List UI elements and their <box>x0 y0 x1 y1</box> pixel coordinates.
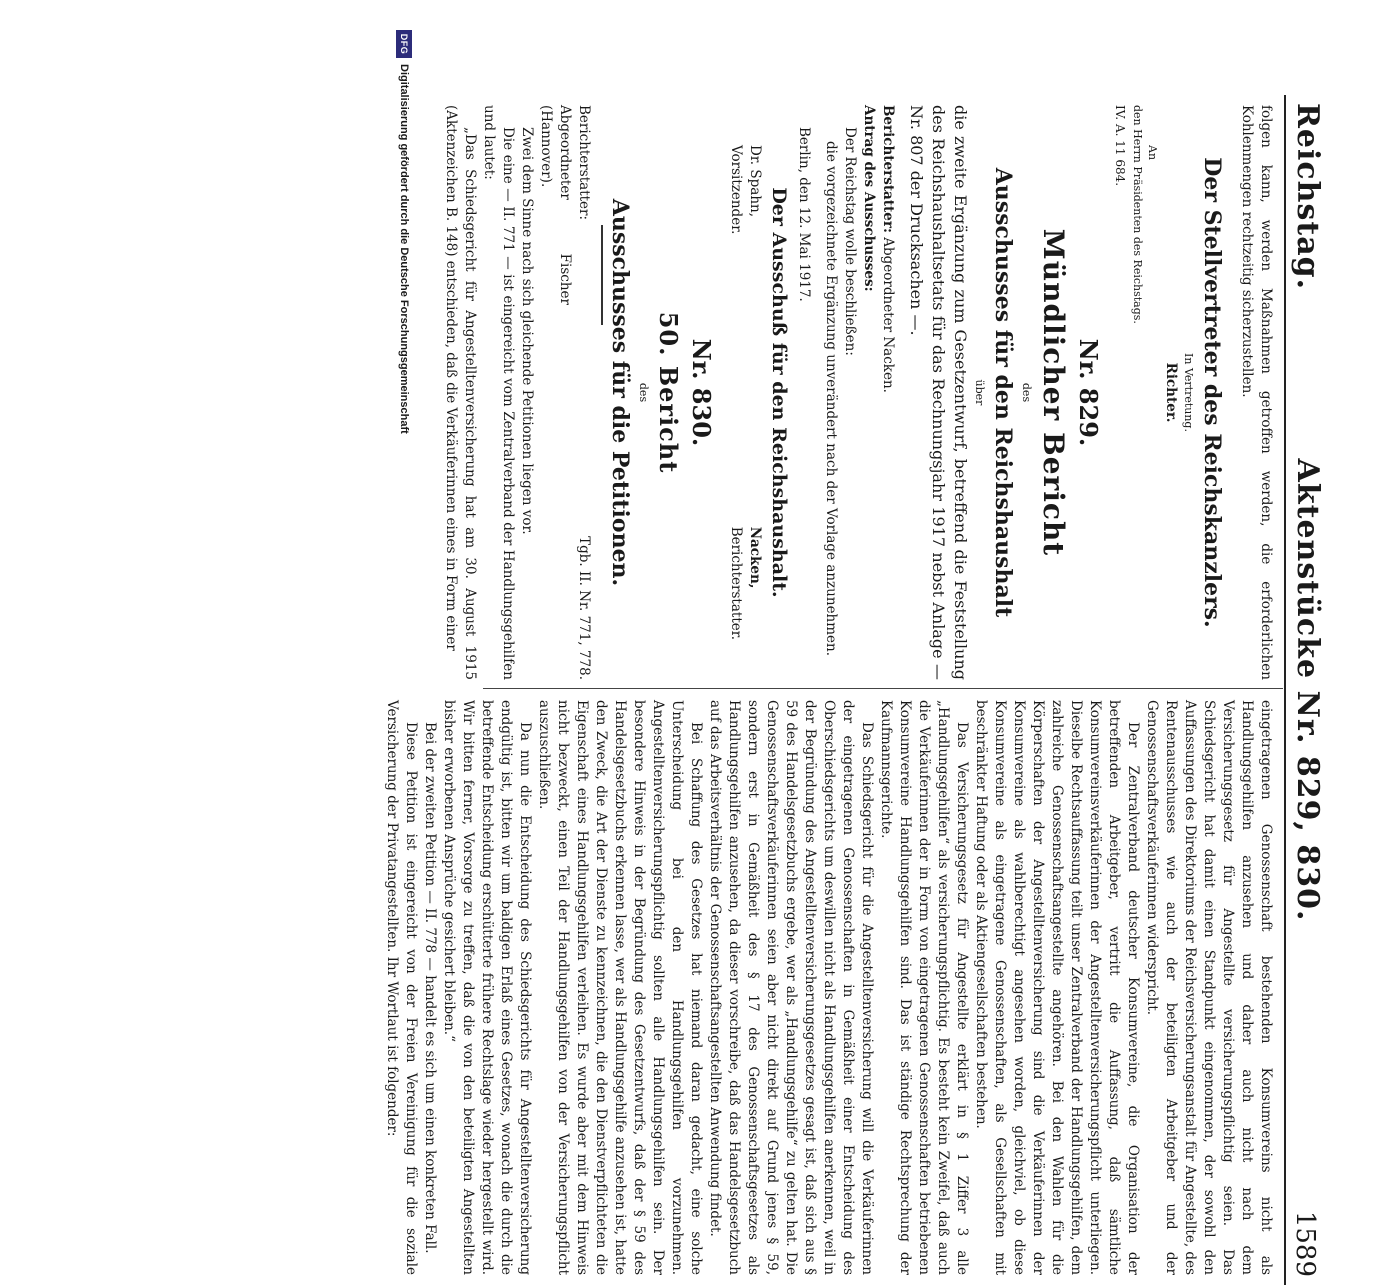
right-column <box>382 700 1275 1275</box>
report-830-p3: „Das Schiedsgericht für Angestelltenversicherung hat am 30. August 1915 (Aktenzeichen B. 148) entschieden, daß die Verkäuferinnen eines in Form einer <box>443 105 478 680</box>
running-head-title: Aktenstücke Nr. 829, 830. <box>1290 458 1325 922</box>
running-head <box>1284 95 1328 1285</box>
report-829-committee-name: Der Ausschuß für den Reichshaushalt. <box>768 187 790 598</box>
right-p1: eingetragenen Genossenschaft bestehenden Konsumvereins nicht als Handlungsgehilfen anzusehen und daher auch nicht nach dem Versicherungsgesetz für Angestellte versicherungspflichtig seien. Das Schiedsgericht hat damit einen Standpunkt eingenommen, der sowohl den Auffassungen des Direktoriums der Reichsversicherungsanstalt für Angestellte, des Rentenausschusses wie auch der beteiligten Arbeitgeber und der Genossenschaftsverkäuferinnen widerspricht. <box>1144 700 1274 1275</box>
heading-rule <box>601 225 603 325</box>
right-p3: Das Versicherungsgesetz für Angestellte erklärt in § 1 Ziffer 3 alle „Handlungsgehilfen“ als versicherungspflichtig. Es besteht kein Zweifel, daß auch die Verkäuferinnen der in Form von eingetragenen Genossenschaften betriebenen Konsumvereine Handlungsgehilfen sind. Das ist ständige Rechtsprechung der Kaufmannsgerichte. <box>878 700 970 1275</box>
right-p8: Diese Petition ist eingereicht von der Freien Vereinigung für die soziale Versicherung der Privatangestellten. Ihr Wortlaut ist folgender: <box>384 700 419 1275</box>
rep-role: Berichterstatter. <box>728 526 744 640</box>
signatory-name: Richter. <box>1163 362 1179 423</box>
footer-text: Digitalisierung gefördert durch die Deutsche Forschungsgemeinschaft <box>398 64 410 434</box>
report-830-meta <box>536 105 593 680</box>
reporter-name: Abgeordneter Nacken. <box>880 237 896 393</box>
report-830-number: Nr. 830. <box>687 338 716 447</box>
chair-role: Vorsitzender. <box>728 145 744 235</box>
report-829-des: des <box>1020 382 1033 403</box>
right-p4: Das Schiedsgericht für die Angestelltenversicherung will die Verkäuferinnen der eingetragenen Genossenschaften in Gemäßheit einer Entscheidung des Oberschiedsgerichts um deswillen nicht als Handlungsgehilfen anerkennen, weil in der Begründung des Angestelltenversicherungsgesetzes gesagt ist, daß sich aus § 59 des Handelsgesetzbuchs ergebe, wer als „Handlungsgehilfe“ zu gelten hat. Die Genossenschaftsverkäuferinnen seien aber nicht direkt auf Grund jenes § 59, sondern erst in Gemäßheit des § 17 des Genossenschaftsgesetzes als Handlungsgehilfen anzusehen, da dieser vorschreibe, daß das Handelsgesetzbuch auf das Arbeitsverhältnis der Genossenschaftsangestellten Anwendung findet. <box>707 700 875 1275</box>
report-830-reporter: Abgeordneter Fischer (Hannover). <box>538 105 573 305</box>
report-830-p2: Die eine — II. 771 — ist eingereicht vom Zentralverband der Handlungsgehilfen und lautet: <box>481 105 516 680</box>
addressee: den Herrn Präsidenten des Reichstags. <box>1131 105 1144 324</box>
motion-intro: Der Reichstag wolle beschließen: <box>842 127 858 356</box>
addressee-to: An <box>1146 145 1159 161</box>
page-number: 1589 <box>1290 1210 1320 1277</box>
signatures <box>726 105 764 680</box>
reporter-label: Berichterstatter: <box>880 105 896 233</box>
column-divider <box>483 688 1283 689</box>
left-column <box>441 105 1275 680</box>
report-829-heading: Mündlicher Bericht <box>1037 228 1070 557</box>
dfg-logo-icon: DFG <box>396 30 412 58</box>
report-829-ueber: über <box>973 379 986 406</box>
rep-name: Nacken, <box>747 526 763 589</box>
signatory-title: Der Stellvertreter des Reichskanzlers. <box>1199 157 1225 628</box>
signatory-sub: In Vertretung. <box>1182 353 1195 432</box>
right-p6: Da nun die Entscheidung des Schiedsgerichts für Angestelltenversicherung endgültig ist, bitten wir um baldigen Erlaß eines Gesetzes, wonach die durch die betreffende Entscheidung erschütterte frühere Rechtslage wieder hergestellt wird. Wir bitten ferner, Vorsorge zu treffen, daß die von den beteiligten Angestellten bisher erworbenen Ansprüche gesichert bleiben.“ <box>441 700 533 1275</box>
report-829-number: Nr. 829. <box>1074 338 1103 447</box>
file-reference: IV. A. 11 684. <box>1113 105 1127 187</box>
right-p2: Der Zentralverband deutscher Konsumvereine, die Organisation der betreffenden Arbeitgeber, vertritt die Auffassung, daß sämtliche Konsumvereinsverkäuferinnen der Angestelltenversicherungspflicht unterliegen. Dieselbe Rechtsauffassung teilt unser Zentralverband der Handlungsgehilfen, dem zahlreiche Genossenschaftsangestellte angehören. Bei den Wahlen für die Körperschaften der Angestelltenversicherung sind die Verkäuferinnen der Konsumvereine als wahlberechtigt angesehen worden, gleichviel, ob diese Konsumvereine als eingetragene Genossenschaften, als Gesellschaften mit beschränkter Haftung oder als Aktiengesellschaften bestehen. <box>973 700 1141 1275</box>
report-830-reporter-label: Berichterstatter: <box>576 105 592 221</box>
continuation-text: folgen kann, werden Maßnahmen getroffen werden, die erforderlichen Kohlenmengen rechtzeitig sicherzustellen. <box>1239 105 1274 680</box>
report-830-des: des <box>637 382 650 403</box>
running-head-left: Reichstag. <box>1290 103 1325 291</box>
journal-number: Tgb. II. Nr. 771, 778. <box>576 536 592 680</box>
report-830-committee: Ausschusses für die Petitionen. <box>607 198 633 587</box>
report-829-committee: Ausschusses für den Reichshaushalt <box>990 167 1016 618</box>
motion-text: die vorgezeichnete Ergänzung unverändert nach der Vorlage anzunehmen. <box>823 141 839 657</box>
digitization-footer <box>393 30 415 1130</box>
chair-name: Dr. Spahn, <box>747 145 763 217</box>
right-p7: Bei der zweiten Petition — II. 778 — handelt es sich um einen konkreten Fall. <box>422 722 438 1254</box>
motion-label: Antrag des Ausschusses: <box>861 105 877 292</box>
report-829-date: Berlin, den 12. Mai 1917. <box>796 127 812 302</box>
right-p5: Bei Schaffung des Gesetzes hat niemand daran gedacht, eine solche Unterscheidung bei den Handlungsgehilfen vorzunehmen. Angestelltenversicherungspflichtig sollten alle Handlungsgehilfen sein. Der besondere Hinweis in der Begründung des Gesetzentwurfs, daß der § 59 des Handelsgesetzbuchs erkennen lasse, wer als Handlungsgehilfe anzusehen ist, hatte den Zweck, die Art der Dienste zu kennzeichnen, die den Dienstverpflichteten die Eigenschaft eines Handlungsgehilfen verleihen. Es wurde aber mit dem Hinweis nicht bezweckt, einen Teil der Handlungsgehilfen von der Versicherungspflicht auszuschließen. <box>536 700 704 1275</box>
report-830-heading: 50. Bericht <box>654 311 683 474</box>
report-830-p1: Zwei dem Sinne nach sich gleichende Petitionen liegen vor. <box>519 127 535 535</box>
report-829-subject: die zweite Ergänzung zum Gesetzentwurf, betreffend die Feststellung des Reichshaushaltsetats für das Rechnungsjahr 1917 nebst Anlage — Nr. 807 der Drucksachen —. <box>907 105 970 680</box>
